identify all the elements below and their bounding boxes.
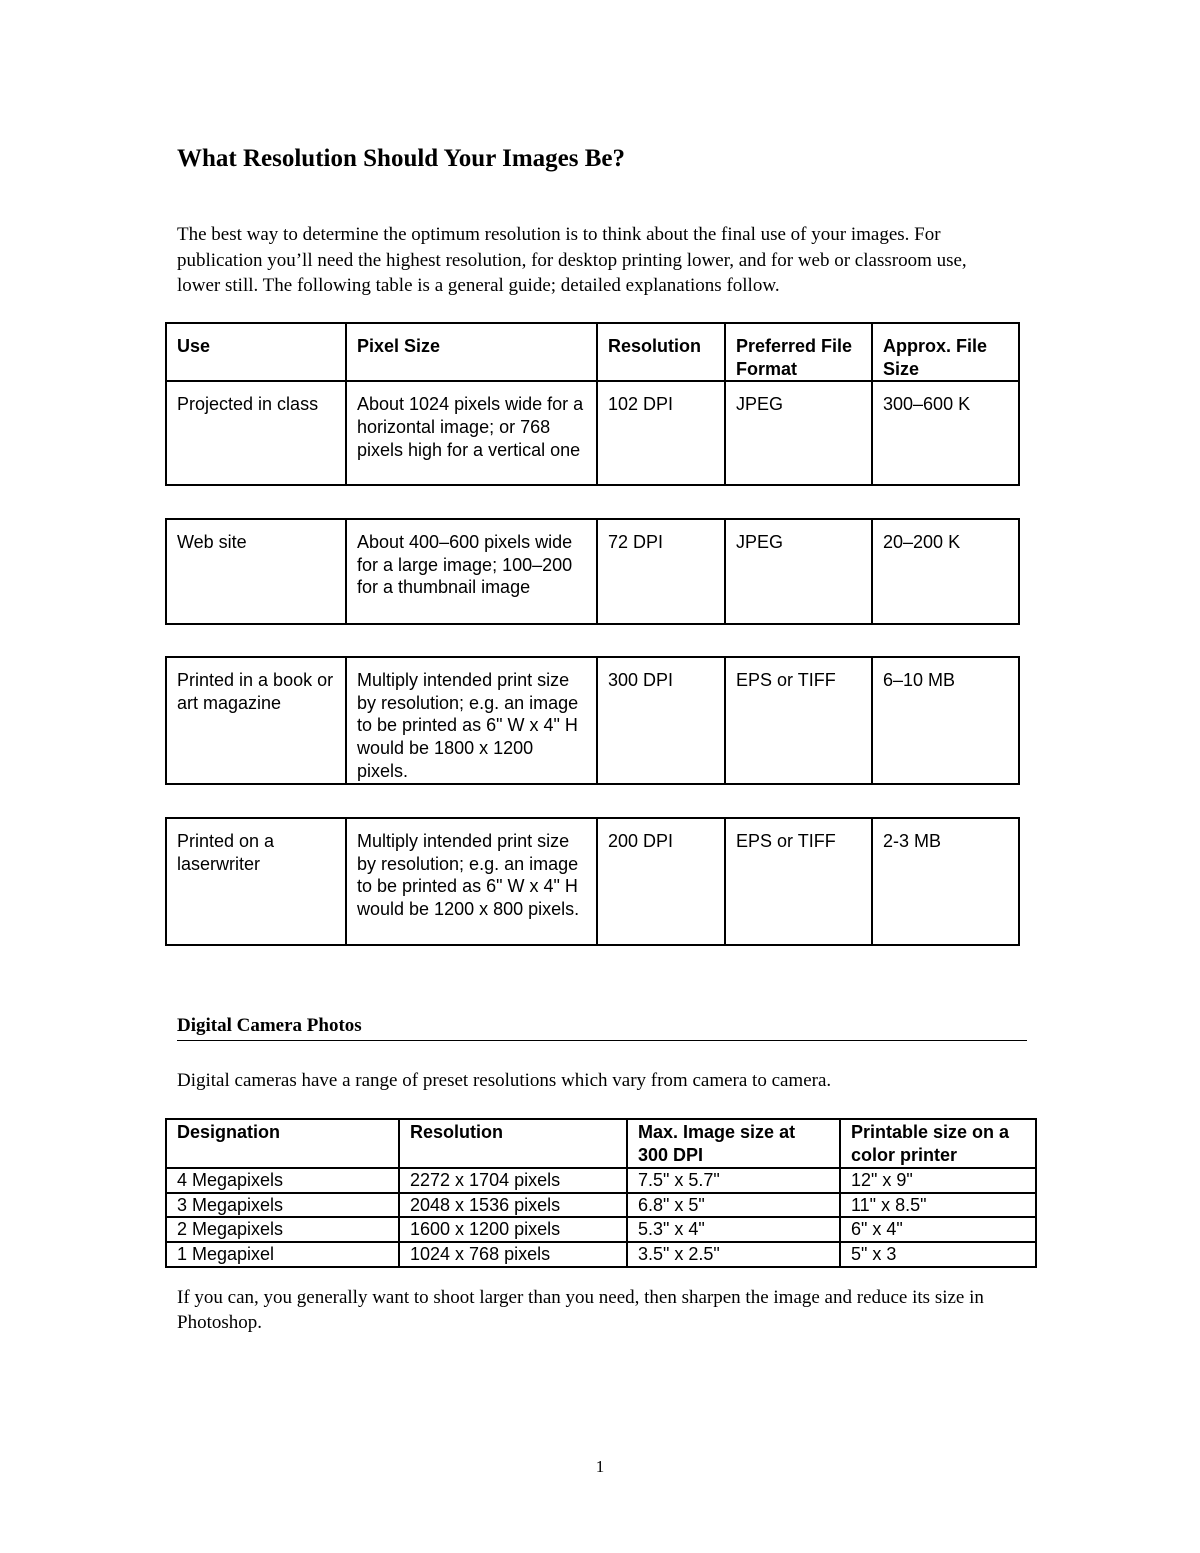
cell-resolution: 200 DPI <box>597 818 725 945</box>
cell-pixel-size: About 400–600 pixels wide for a large image; 100–200 for a thumbnail image <box>346 519 597 624</box>
cell-use: Web site <box>166 519 346 624</box>
cell-printable-size: 6" x 4" <box>840 1217 1036 1242</box>
cell-max-image-size: 7.5" x 5.7" <box>627 1168 840 1193</box>
cell-designation: 4 Megapixels <box>166 1168 399 1193</box>
cell-pixel-size: Multiply intended print size by resolution; e.g. an image to be printed as 6" W x 4" H would be 1200 x 800 pixels. <box>346 818 597 945</box>
cell-resolution: 2272 x 1704 pixels <box>399 1168 627 1193</box>
table-row <box>166 818 1019 945</box>
cell-printable-size: 12" x 9" <box>840 1168 1036 1193</box>
cell-file-format: EPS or TIFF <box>725 818 872 945</box>
cell-file-format: JPEG <box>725 381 872 485</box>
header-file-size: Approx. File Size <box>872 323 1019 381</box>
table-row <box>166 1242 1036 1267</box>
cell-printable-size: 11" x 8.5" <box>840 1193 1036 1218</box>
cell-use: Projected in class <box>166 381 346 485</box>
header-pixel-size: Pixel Size <box>346 323 597 381</box>
cell-file-size: 300–600 K <box>872 381 1019 485</box>
header-max-image-size: Max. Image size at 300 DPI <box>627 1119 840 1168</box>
cell-designation: 1 Megapixel <box>166 1242 399 1267</box>
cell-resolution: 300 DPI <box>597 657 725 784</box>
header-resolution: Resolution <box>597 323 725 381</box>
page-number: 1 <box>595 1457 605 1476</box>
header-printable-size: Printable size on a color printer <box>840 1119 1036 1168</box>
cell-printable-size: 5" x 3 <box>840 1242 1036 1267</box>
header-resolution: Resolution <box>399 1119 627 1168</box>
table-row <box>166 1217 1036 1242</box>
cell-file-format: JPEG <box>725 519 872 624</box>
table-row <box>166 1193 1036 1218</box>
cell-file-format: EPS or TIFF <box>725 657 872 784</box>
header-use: Use <box>166 323 346 381</box>
cell-designation: 2 Megapixels <box>166 1217 399 1242</box>
cell-resolution: 1600 x 1200 pixels <box>399 1217 627 1242</box>
cell-designation: 3 Megapixels <box>166 1193 399 1218</box>
cell-resolution: 102 DPI <box>597 381 725 485</box>
cell-pixel-size: About 1024 pixels wide for a horizontal image; or 768 pixels high for a vertical one <box>346 381 597 485</box>
camera-table <box>165 1118 1037 1268</box>
resolution-table-laser <box>165 817 1020 946</box>
table-row <box>166 657 1019 784</box>
header-file-format: Preferred File Format <box>725 323 872 381</box>
closing-paragraph: If you can, you generally want to shoot larger than you need, then sharpen the image and reduce its size in Photoshop. <box>177 1287 984 1333</box>
table-header-row <box>166 323 1019 381</box>
cell-resolution: 2048 x 1536 pixels <box>399 1193 627 1218</box>
cell-max-image-size: 5.3" x 4" <box>627 1217 840 1242</box>
table-row <box>166 1168 1036 1193</box>
cell-file-size: 6–10 MB <box>872 657 1019 784</box>
cell-use: Printed on a laserwriter <box>166 818 346 945</box>
cell-file-size: 20–200 K <box>872 519 1019 624</box>
cell-pixel-size: Multiply intended print size by resolution; e.g. an image to be printed as 6" W x 4" H would be 1800 x 1200 pixels. <box>346 657 597 784</box>
cell-use: Printed in a book or art magazine <box>166 657 346 784</box>
intro-paragraph: The best way to determine the optimum resolution is to think about the final use of your images. For publication you’ll need the highest resolution, for desktop printing lower, and for web or classroom use, lower still. The following table is a general guide; detailed explanations follow. <box>177 224 967 296</box>
page-title: What Resolution Should Your Images Be? <box>177 145 625 172</box>
cell-file-size: 2-3 MB <box>872 818 1019 945</box>
cell-resolution: 1024 x 768 pixels <box>399 1242 627 1267</box>
camera-intro-paragraph: Digital cameras have a range of preset resolutions which vary from camera to camera. <box>177 1070 832 1091</box>
resolution-table-projected <box>165 322 1020 486</box>
cell-max-image-size: 3.5" x 2.5" <box>627 1242 840 1267</box>
section-heading: Digital Camera Photos <box>177 1013 1027 1041</box>
resolution-table-book <box>165 656 1020 785</box>
table-row <box>166 381 1019 485</box>
table-header-row <box>166 1119 1036 1168</box>
cell-resolution: 72 DPI <box>597 519 725 624</box>
table-row <box>166 519 1019 624</box>
resolution-table-web <box>165 518 1020 625</box>
cell-max-image-size: 6.8" x 5" <box>627 1193 840 1218</box>
header-designation: Designation <box>166 1119 399 1168</box>
